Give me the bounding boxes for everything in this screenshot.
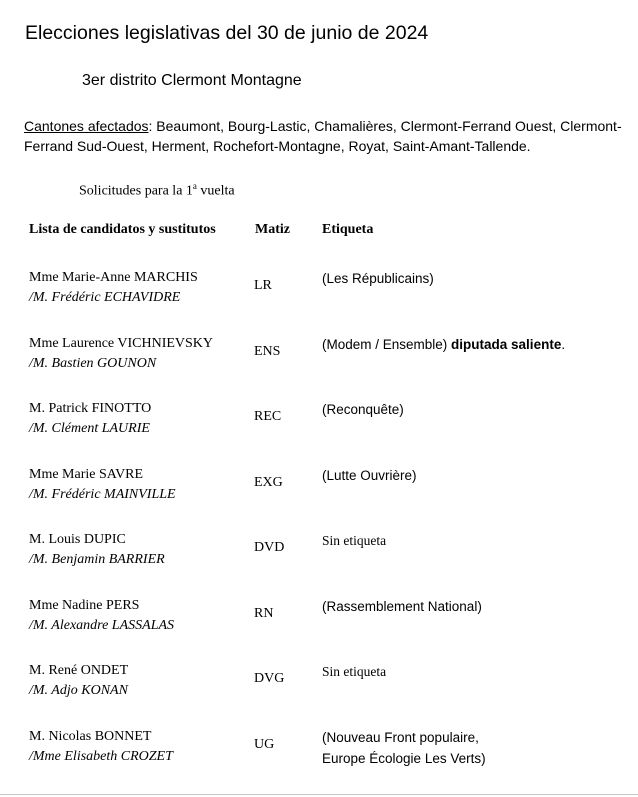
candidate-cell <box>29 596 174 636</box>
etiqueta-cell <box>322 465 417 486</box>
header-matiz: Matiz <box>255 222 290 237</box>
matiz-cell: ENS <box>254 343 281 359</box>
etiqueta-line <box>322 399 404 420</box>
etiqueta-text: (Rassemblement National) <box>322 598 482 614</box>
etiqueta-text: Sin etiqueta <box>322 533 387 548</box>
candidate-cell <box>29 661 128 701</box>
matiz-cell: DVD <box>254 540 285 555</box>
candidate-name: M. Patrick FINOTTO <box>29 401 152 416</box>
substitute-name: /M. Adjo KONAN <box>29 683 128 698</box>
table-row <box>0 465 638 515</box>
cantons-separator: : <box>148 118 153 134</box>
table-row <box>0 596 638 646</box>
subtitle-superscript: a <box>192 181 197 191</box>
substitute-name: /Mme Elisabeth CROZET <box>29 748 173 764</box>
matiz-cell: LR <box>254 278 272 293</box>
page-divider <box>0 794 638 795</box>
etiqueta-text: (Les Républicains) <box>322 271 434 286</box>
etiqueta-cell <box>322 530 386 551</box>
cantons-list: Beaumont, Bourg-Lastic, Chamalières, Clermont-Ferrand Ouest, Clermont-Ferrand Sud-Ouest, Herment, Rochefort-Montagne, Royat, Saint-Amant-Tallende. <box>24 118 622 154</box>
substitute-name: /M. Clément LAURIE <box>29 421 150 436</box>
etiqueta-cell <box>322 268 434 289</box>
candidate-cell <box>29 268 198 308</box>
candidate-name: M. Louis DUPIC <box>29 532 126 547</box>
candidate-cell <box>29 334 213 374</box>
etiqueta-line <box>322 727 486 748</box>
etiqueta-text: (Reconquête) <box>322 402 404 417</box>
candidate-cell <box>29 530 165 570</box>
etiqueta-cell <box>322 727 486 769</box>
candidate-name: Mme Marie-Anne MARCHIS <box>29 270 198 285</box>
etiqueta-line <box>322 661 386 682</box>
etiqueta-cell <box>322 399 404 420</box>
table-row <box>0 727 638 777</box>
matiz-cell: RN <box>254 605 274 621</box>
etiqueta-cell <box>322 334 565 355</box>
etiqueta-text: (Lutte Ouvrière) <box>322 467 417 483</box>
header-etiqueta: Etiqueta <box>322 222 374 237</box>
etiqueta-tail: . <box>561 336 566 352</box>
substitute-name: /M. Frédéric ECHAVIDRE <box>29 290 181 305</box>
etiqueta-line <box>322 530 386 551</box>
document-title: Elecciones legislativas del 30 de junio de 2024 <box>25 22 429 44</box>
matiz-cell: DVG <box>254 671 285 686</box>
table-row <box>0 661 638 711</box>
substitute-name: /M. Frédéric MAINVILLE <box>29 486 176 502</box>
etiqueta-text: Sin etiqueta <box>322 664 387 679</box>
substitute-name: /M. Alexandre LASSALAS <box>29 617 175 633</box>
substitute-name: /M. Bastien GOUNON <box>29 355 157 371</box>
table-row <box>0 334 638 384</box>
table-row <box>0 530 638 580</box>
matiz-cell: EXG <box>254 474 283 490</box>
matiz-cell: REC <box>254 409 282 424</box>
substitute-name: /M. Benjamin BARRIER <box>29 552 165 567</box>
etiqueta-text: (Nouveau Front populaire, <box>322 729 479 745</box>
table-row <box>0 268 638 318</box>
etiqueta-line <box>322 596 482 617</box>
header-candidates: Lista de candidatos y sustitutos <box>29 222 216 237</box>
candidate-cell <box>29 727 173 767</box>
subtitle-end: vuelta <box>196 183 235 199</box>
candidate-name: Mme Marie SAVRE <box>29 466 144 482</box>
etiqueta-line <box>322 465 417 486</box>
etiqueta-line2: Europe Écologie Les Verts) <box>322 750 486 766</box>
candidate-cell <box>29 399 151 439</box>
district-name: 3er distrito Clermont Montagne <box>82 72 302 89</box>
cantons-label: Cantones afectados <box>24 118 149 134</box>
etiqueta-line <box>322 334 565 355</box>
round-subtitle <box>79 181 235 200</box>
candidate-name: Mme Nadine PERS <box>29 597 140 613</box>
etiqueta-text: (Modem / Ensemble) <box>322 336 452 352</box>
etiqueta-cell <box>322 596 482 617</box>
etiqueta-bold: diputada saliente <box>451 336 562 352</box>
cantons-paragraph <box>24 116 629 156</box>
candidate-name: M. Nicolas BONNET <box>29 728 152 744</box>
matiz-cell: UG <box>254 736 275 752</box>
candidate-name: M. René ONDET <box>29 663 129 678</box>
candidate-cell <box>29 465 176 505</box>
subtitle-text: Solicitudes para la 1 <box>79 183 193 199</box>
table-row <box>0 399 638 449</box>
candidate-name: Mme Laurence VICHNIEVSKY <box>29 335 214 351</box>
etiqueta-cell <box>322 661 386 682</box>
etiqueta-line <box>322 268 434 289</box>
